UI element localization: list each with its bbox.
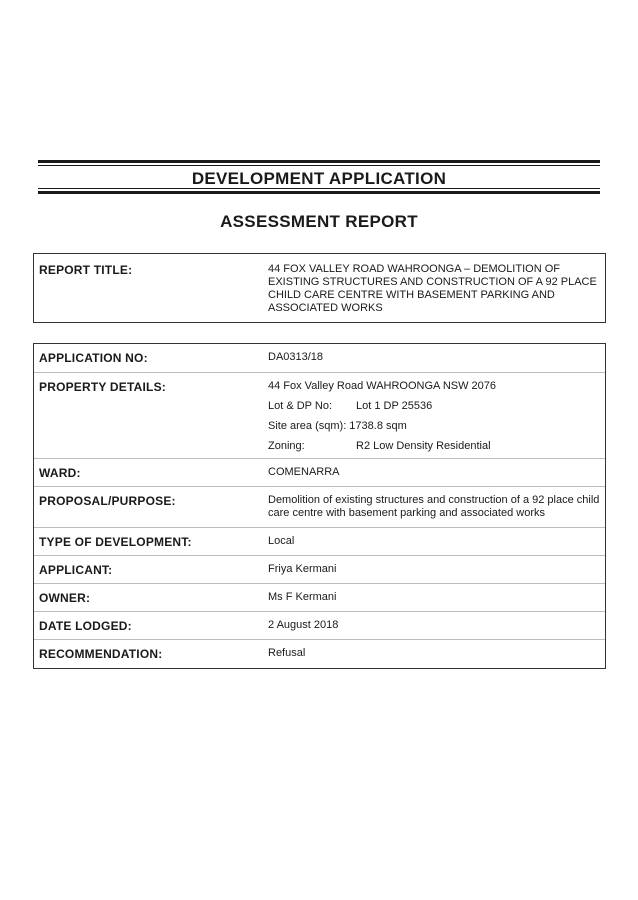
table-row-ward [34,459,605,487]
report-title-box [33,253,606,323]
owner-label: OWNER: [39,591,91,605]
property-details-value [268,380,603,460]
recommendation-label: RECOMMENDATION: [39,647,163,661]
table-row-date-lodged [34,612,605,640]
application-no-label: APPLICATION NO: [39,351,148,365]
report-title-value: 44 FOX VALLEY ROAD WAHROONGA – DEMOLITION OF EXISTING STRUCTURES AND CONSTRUCTION OF A 92 PLACE CHILD CARE CENTRE WITH BASEMENT PARKING AND ASSOCIATED WORKS [268,263,597,314]
proposal-value: Demolition of existing structures and construction of a 92 place child care centre with basement parking and associated works [268,494,600,519]
property-zoning-line [268,440,603,460]
property-site-area: Site area (sqm): 1738.8 sqm [268,420,407,432]
lot-dp-key: Lot & DP No: [268,400,332,412]
proposal-label: PROPOSAL/PURPOSE: [39,494,176,508]
table-row-proposal [34,487,605,528]
type-of-development-label: TYPE OF DEVELOPMENT: [39,535,192,549]
owner-value: Ms F Kermani [268,591,337,603]
property-lot-line [268,400,603,420]
recommendation-value: Refusal [268,647,306,659]
table-row-application-no [34,344,605,373]
header-banner [38,160,600,194]
ward-value: COMENARRA [268,466,340,478]
application-no-value: DA0313/18 [268,351,324,363]
lot-dp-value: Lot 1 DP 25536 [356,400,433,412]
table-row-recommendation [34,640,605,668]
report-title-label: REPORT TITLE: [39,263,133,277]
applicant-label: APPLICANT: [39,563,113,577]
document-subtitle: ASSESSMENT REPORT [220,212,418,231]
table-row-type-of-development [34,528,605,556]
table-row-applicant [34,556,605,584]
property-address: 44 Fox Valley Road WAHROONGA NSW 2076 [268,380,497,392]
property-details-label: PROPERTY DETAILS: [39,380,166,394]
document-title: DEVELOPMENT APPLICATION [191,169,447,188]
type-of-development-value: Local [268,535,295,547]
date-lodged-label: DATE LODGED: [39,619,132,633]
applicant-value: Friya Kermani [268,563,337,575]
table-row-property-details [34,373,605,459]
date-lodged-value: 2 August 2018 [268,619,339,631]
table-row-owner [34,584,605,612]
ward-label: WARD: [39,466,81,480]
application-details-table [33,343,606,669]
zoning-value: R2 Low Density Residential [356,440,491,452]
zoning-key: Zoning: [268,440,305,452]
